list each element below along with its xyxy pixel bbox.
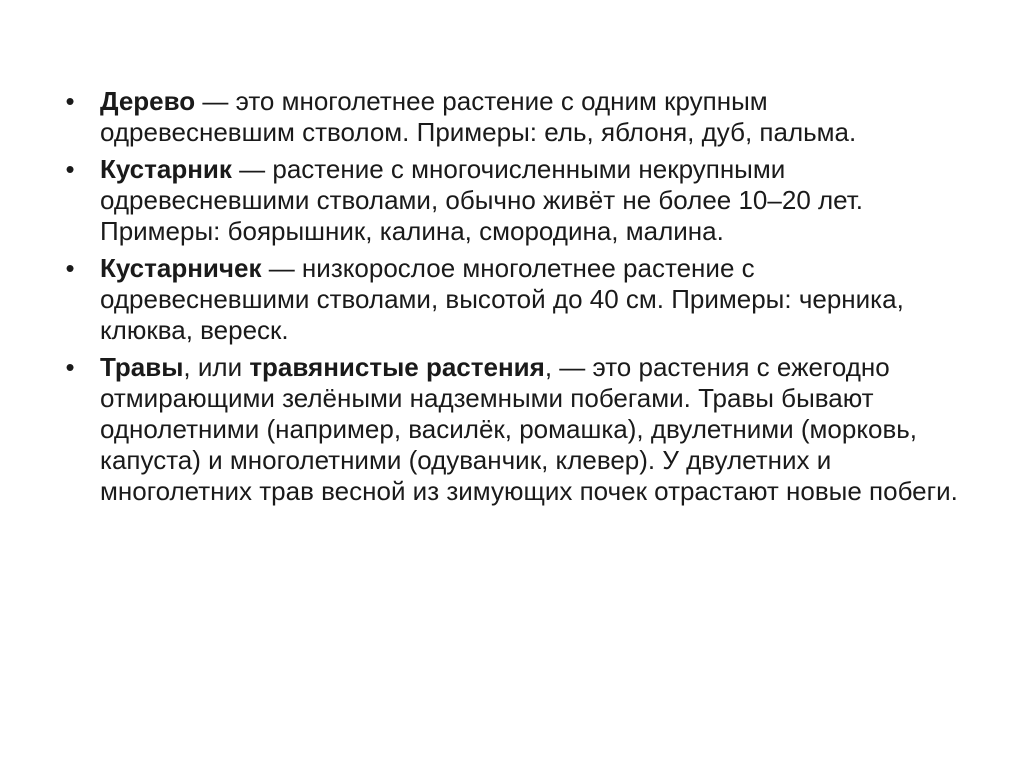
term-shrub: Кустарник bbox=[100, 154, 232, 184]
bullet-icon: • bbox=[65, 352, 75, 382]
definition-text: — низкорослое многолетнее растение с одревесневшими стволами, высотой до 40 см. Примеры: черника, клюква, вереск. bbox=[100, 253, 904, 345]
list-item bbox=[60, 154, 960, 247]
term-subshrub: Кустарничек bbox=[100, 253, 262, 283]
list-item bbox=[60, 352, 960, 507]
term-herbs: Травы bbox=[100, 352, 184, 382]
definition-text: — растение с многочисленными некрупными одревесневшими стволами, обычно живёт не более 10–20 лет. Примеры: боярышник, калина, смородина, малина. bbox=[100, 154, 864, 246]
definition-text: , — это растения с ежегодно отмирающими зелёными надземными побегами. Травы бывают однолетними (например, василёк, ромашка), двулетними (морковь, капуста) и многолетними (одуванчик, клевер). У двулетних и многолетних трав весной из зимующих почек отрастают новые побеги. bbox=[100, 352, 958, 506]
bullet-icon: • bbox=[65, 253, 75, 283]
term-herbaceous-plants: травянистые растения bbox=[249, 352, 545, 382]
bullet-icon: • bbox=[65, 86, 75, 116]
definition-text: — это многолетнее растение с одним крупным одревесневшим стволом. Примеры: ель, яблоня, дуб, пальма. bbox=[100, 86, 857, 147]
term-tree: Дерево bbox=[100, 86, 196, 116]
list-item bbox=[60, 253, 960, 346]
bullet-list bbox=[60, 86, 960, 513]
bullet-icon: • bbox=[65, 154, 75, 184]
list-item bbox=[60, 86, 960, 148]
connector-text: , или bbox=[183, 352, 250, 382]
